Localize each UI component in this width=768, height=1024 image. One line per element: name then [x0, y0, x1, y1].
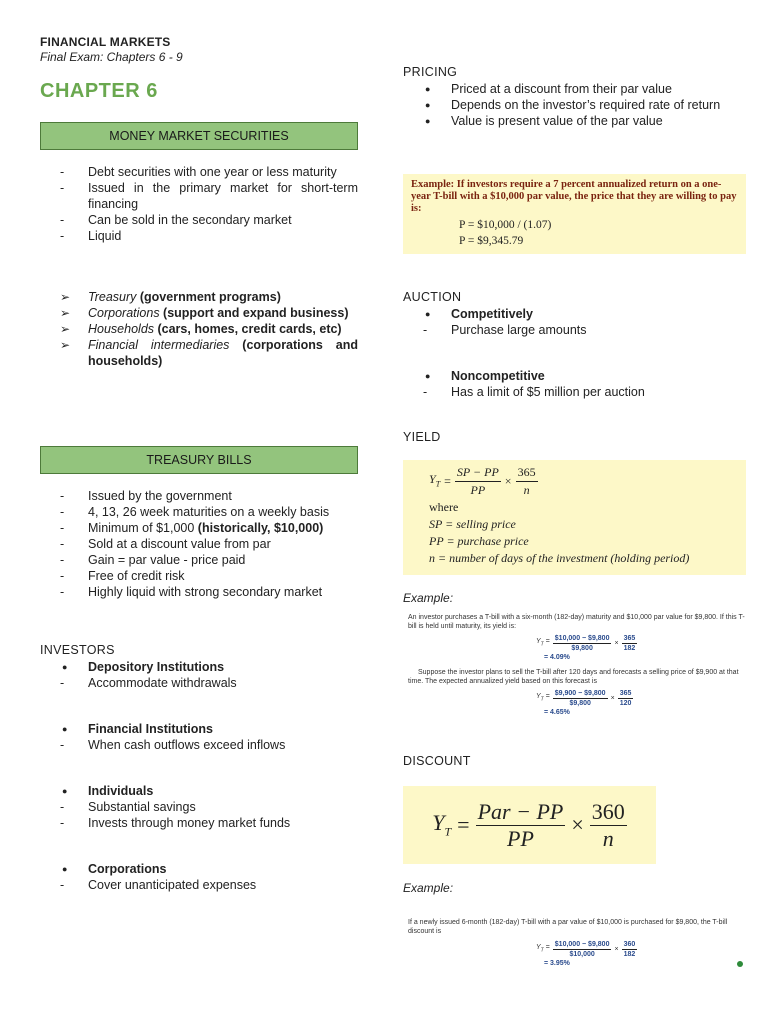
calc-lhs: $Y_T$ =: [536, 944, 550, 954]
yield-example-calc-2: [536, 689, 753, 708]
list-item: - Accommodate withdrawals: [60, 675, 358, 691]
formula-def: SP = selling price: [429, 517, 516, 531]
calc-days-denominator: 120: [619, 700, 632, 707]
treasury-bills-box: [40, 446, 358, 474]
list-item: - Invests through money market funds: [60, 815, 358, 831]
discount-formula-box: [403, 786, 656, 864]
list-item: - Gain = par value - price paid: [60, 552, 358, 568]
green-dot-icon: [737, 961, 743, 967]
list-item: ● Competitively: [423, 306, 728, 322]
yield-heading: YIELD: [403, 430, 441, 444]
list-item: [60, 520, 358, 536]
formula-fraction: [476, 799, 566, 852]
calc-days-denominator: 182: [623, 645, 636, 652]
list-item: - 4, 13, 26 week maturities on a weekly basis: [60, 504, 358, 520]
issuer-name: Treasury: [88, 290, 137, 304]
equals-sign: =: [444, 474, 451, 488]
yield-formula: [429, 464, 720, 499]
investor-financial: [60, 721, 358, 737]
yield-formula-box: [403, 460, 746, 575]
calc-days-denominator: 182: [623, 951, 636, 958]
list-item: - Liquid: [60, 228, 358, 244]
calc-days-fraction: [618, 689, 634, 708]
treasury-bills-points: [60, 488, 358, 600]
discount-example-result: = 3.95%: [544, 960, 570, 967]
calc-lhs: $Y_T$ =: [536, 693, 550, 703]
times-sign: ×: [610, 695, 615, 702]
times-sign: ×: [504, 474, 512, 488]
issuer-detail: (corporations and households): [88, 338, 358, 368]
times-sign: ×: [571, 812, 584, 837]
formula-def: PP = purchase price: [429, 534, 529, 548]
yield-example-calc: [536, 634, 753, 653]
investor-name: ● Depository Institutions: [60, 659, 358, 675]
investor-depository: [60, 659, 358, 675]
formula-lhs: $Y_T$: [429, 471, 441, 489]
example-label-2: Example:: [403, 881, 454, 895]
list-item: ● Depends on the investor’s required rate of return: [423, 97, 728, 113]
investor-corporations-detail: [60, 877, 358, 893]
list-item: - Purchase large amounts: [423, 322, 728, 338]
calc-denominator: $9,800: [571, 645, 593, 652]
issuers-list: [60, 289, 358, 369]
list-item: [60, 289, 358, 305]
calc-lhs: $Y_T$ =: [536, 638, 550, 648]
minimum-text: Minimum of $1,000: [88, 521, 198, 535]
auction-noncompetitive-detail: [423, 384, 728, 400]
treasury-bills-box-label: TREASURY BILLS: [146, 453, 252, 467]
discount-formula: [432, 799, 627, 852]
formula-fraction-2: [516, 464, 538, 499]
formula-numerator-2: 360: [591, 798, 625, 824]
list-item: - Debt securities with one year or less maturity: [60, 164, 358, 180]
formula-denominator-2: n: [602, 825, 614, 851]
minimum-historical: (historically, $10,000): [197, 521, 324, 535]
formula-fraction-2: [590, 799, 627, 852]
auction-heading: AUCTION: [403, 290, 462, 304]
list-item: ● Value is present value of the par value: [423, 113, 728, 129]
list-item: [60, 321, 358, 337]
pricing-example-box: [403, 174, 746, 254]
calc-days-fraction: [622, 940, 638, 959]
pricing-example-text: Example: If investors require a 7 percent annualized return on a one-year T-bill with a $10,000 par value, the price that they are willing to pay is:: [411, 179, 737, 214]
calc-numerator: $9,900 − $9,800: [554, 690, 606, 697]
pricing-example-line1: P = $10,000 / (1.07): [459, 219, 552, 231]
list-item: - Issued in the primary market for short-term financing: [60, 180, 358, 212]
document-subtitle: Final Exam: Chapters 6 - 9: [40, 50, 183, 64]
yield-example-result-2: = 4.65%: [544, 709, 570, 716]
pricing-points: [423, 81, 728, 129]
list-item: ● Priced at a discount from their par value: [423, 81, 728, 97]
investor-individuals-detail: [60, 799, 358, 831]
discount-heading: DISCOUNT: [403, 754, 471, 768]
investors-heading: INVESTORS: [40, 643, 115, 657]
discount-example-calc: [536, 940, 753, 959]
calc-denominator: $10,000: [569, 951, 595, 958]
discount-example: [408, 918, 753, 968]
formula-fraction: [455, 464, 501, 499]
times-sign: ×: [614, 640, 619, 647]
calc-fraction: [553, 634, 612, 653]
investor-name: ● Corporations: [60, 861, 358, 877]
list-item: - Has a limit of $5 million per auction: [423, 384, 728, 400]
calc-numerator: $10,000 − $9,800: [554, 635, 610, 642]
money-market-box-label: MONEY MARKET SECURITIES: [109, 129, 289, 143]
pricing-heading: PRICING: [403, 65, 458, 79]
yield-example-result: = 4.09%: [544, 654, 570, 661]
calc-days-fraction: [622, 634, 638, 653]
list-item: [60, 337, 358, 369]
calc-days-numerator: 365: [619, 690, 632, 697]
formula-subscript: T: [435, 479, 441, 489]
calc-numerator: $10,000 − $9,800: [554, 941, 610, 948]
chapter-heading: CHAPTER 6: [40, 80, 158, 102]
formula-where: where: [429, 500, 459, 514]
list-item: ● Noncompetitive: [423, 368, 728, 384]
formula-def: n = number of days of the investment (holding period): [429, 551, 690, 565]
auction-noncompetitive: [423, 368, 728, 384]
formula-numerator: Par − PP: [477, 798, 564, 824]
document-title: FINANCIAL MARKETS: [40, 35, 171, 49]
issuer-name: Households: [88, 322, 155, 336]
formula-denominator-2: n: [523, 483, 530, 497]
formula-numerator: SP − PP: [455, 464, 501, 482]
calc-days-numerator: 360: [623, 941, 636, 948]
list-item: - Highly liquid with strong secondary market: [60, 584, 358, 600]
money-market-points: [60, 164, 358, 244]
money-market-box: [40, 122, 358, 150]
yield-example-text-2: Suppose the investor plans to sell the T-bill after 120 days and forecasts a selling price of $9,900 at that time. The expected annualized yield based on this forecast is: [408, 669, 739, 685]
formula-denominator: PP: [470, 483, 486, 497]
auction-competitive: [423, 306, 728, 322]
investor-name: ● Financial Institutions: [60, 721, 358, 737]
calc-days-numerator: 365: [623, 635, 636, 642]
list-item: [60, 305, 358, 321]
formula-lhs: $Y_T$: [432, 810, 452, 839]
discount-example-text: If a newly issued 6-month (182-day) T-bill with a par value of $10,000 is purchased for $9,800, the T-bill discount is: [408, 919, 728, 935]
investor-financial-detail: [60, 737, 358, 753]
list-item: - When cash outflows exceed inflows: [60, 737, 358, 753]
investor-individuals: [60, 783, 358, 799]
calc-fraction: [553, 940, 612, 959]
investor-depository-detail: [60, 675, 358, 691]
example-label: Example:: [403, 591, 454, 605]
issuer-name: Corporations: [88, 306, 160, 320]
investor-corporations: [60, 861, 358, 877]
list-item: - Substantial savings: [60, 799, 358, 815]
list-item: - Cover unanticipated expenses: [60, 877, 358, 893]
yield-example: [408, 613, 753, 717]
issuer-detail: (cars, homes, credit cards, etc): [154, 322, 342, 336]
list-item: - Can be sold in the secondary market: [60, 212, 358, 228]
auction-competitive-detail: [423, 322, 728, 338]
investor-name: ● Individuals: [60, 783, 358, 799]
pricing-example-line2: P = $9,345.79: [459, 235, 524, 247]
times-sign: ×: [614, 946, 619, 953]
issuer-detail: (government programs): [136, 290, 281, 304]
issuer-detail: (support and expand business): [159, 306, 349, 320]
list-item: - Sold at a discount value from par: [60, 536, 358, 552]
calc-fraction: [553, 689, 608, 708]
issuer-name: Financial intermediaries: [88, 338, 230, 352]
equals-sign: =: [457, 812, 470, 837]
list-item: - Free of credit risk: [60, 568, 358, 584]
formula-denominator: PP: [507, 825, 534, 851]
yield-example-text: An investor purchases a T-bill with a six-month (182-day) maturity and $10,000 par value for $9,800. If this T-bill is held until maturity, its yield is:: [408, 614, 745, 630]
formula-numerator-2: 365: [516, 464, 538, 482]
formula-subscript: T: [444, 824, 452, 839]
list-item: - Issued by the government: [60, 488, 358, 504]
calc-denominator: $9,800: [569, 700, 591, 707]
